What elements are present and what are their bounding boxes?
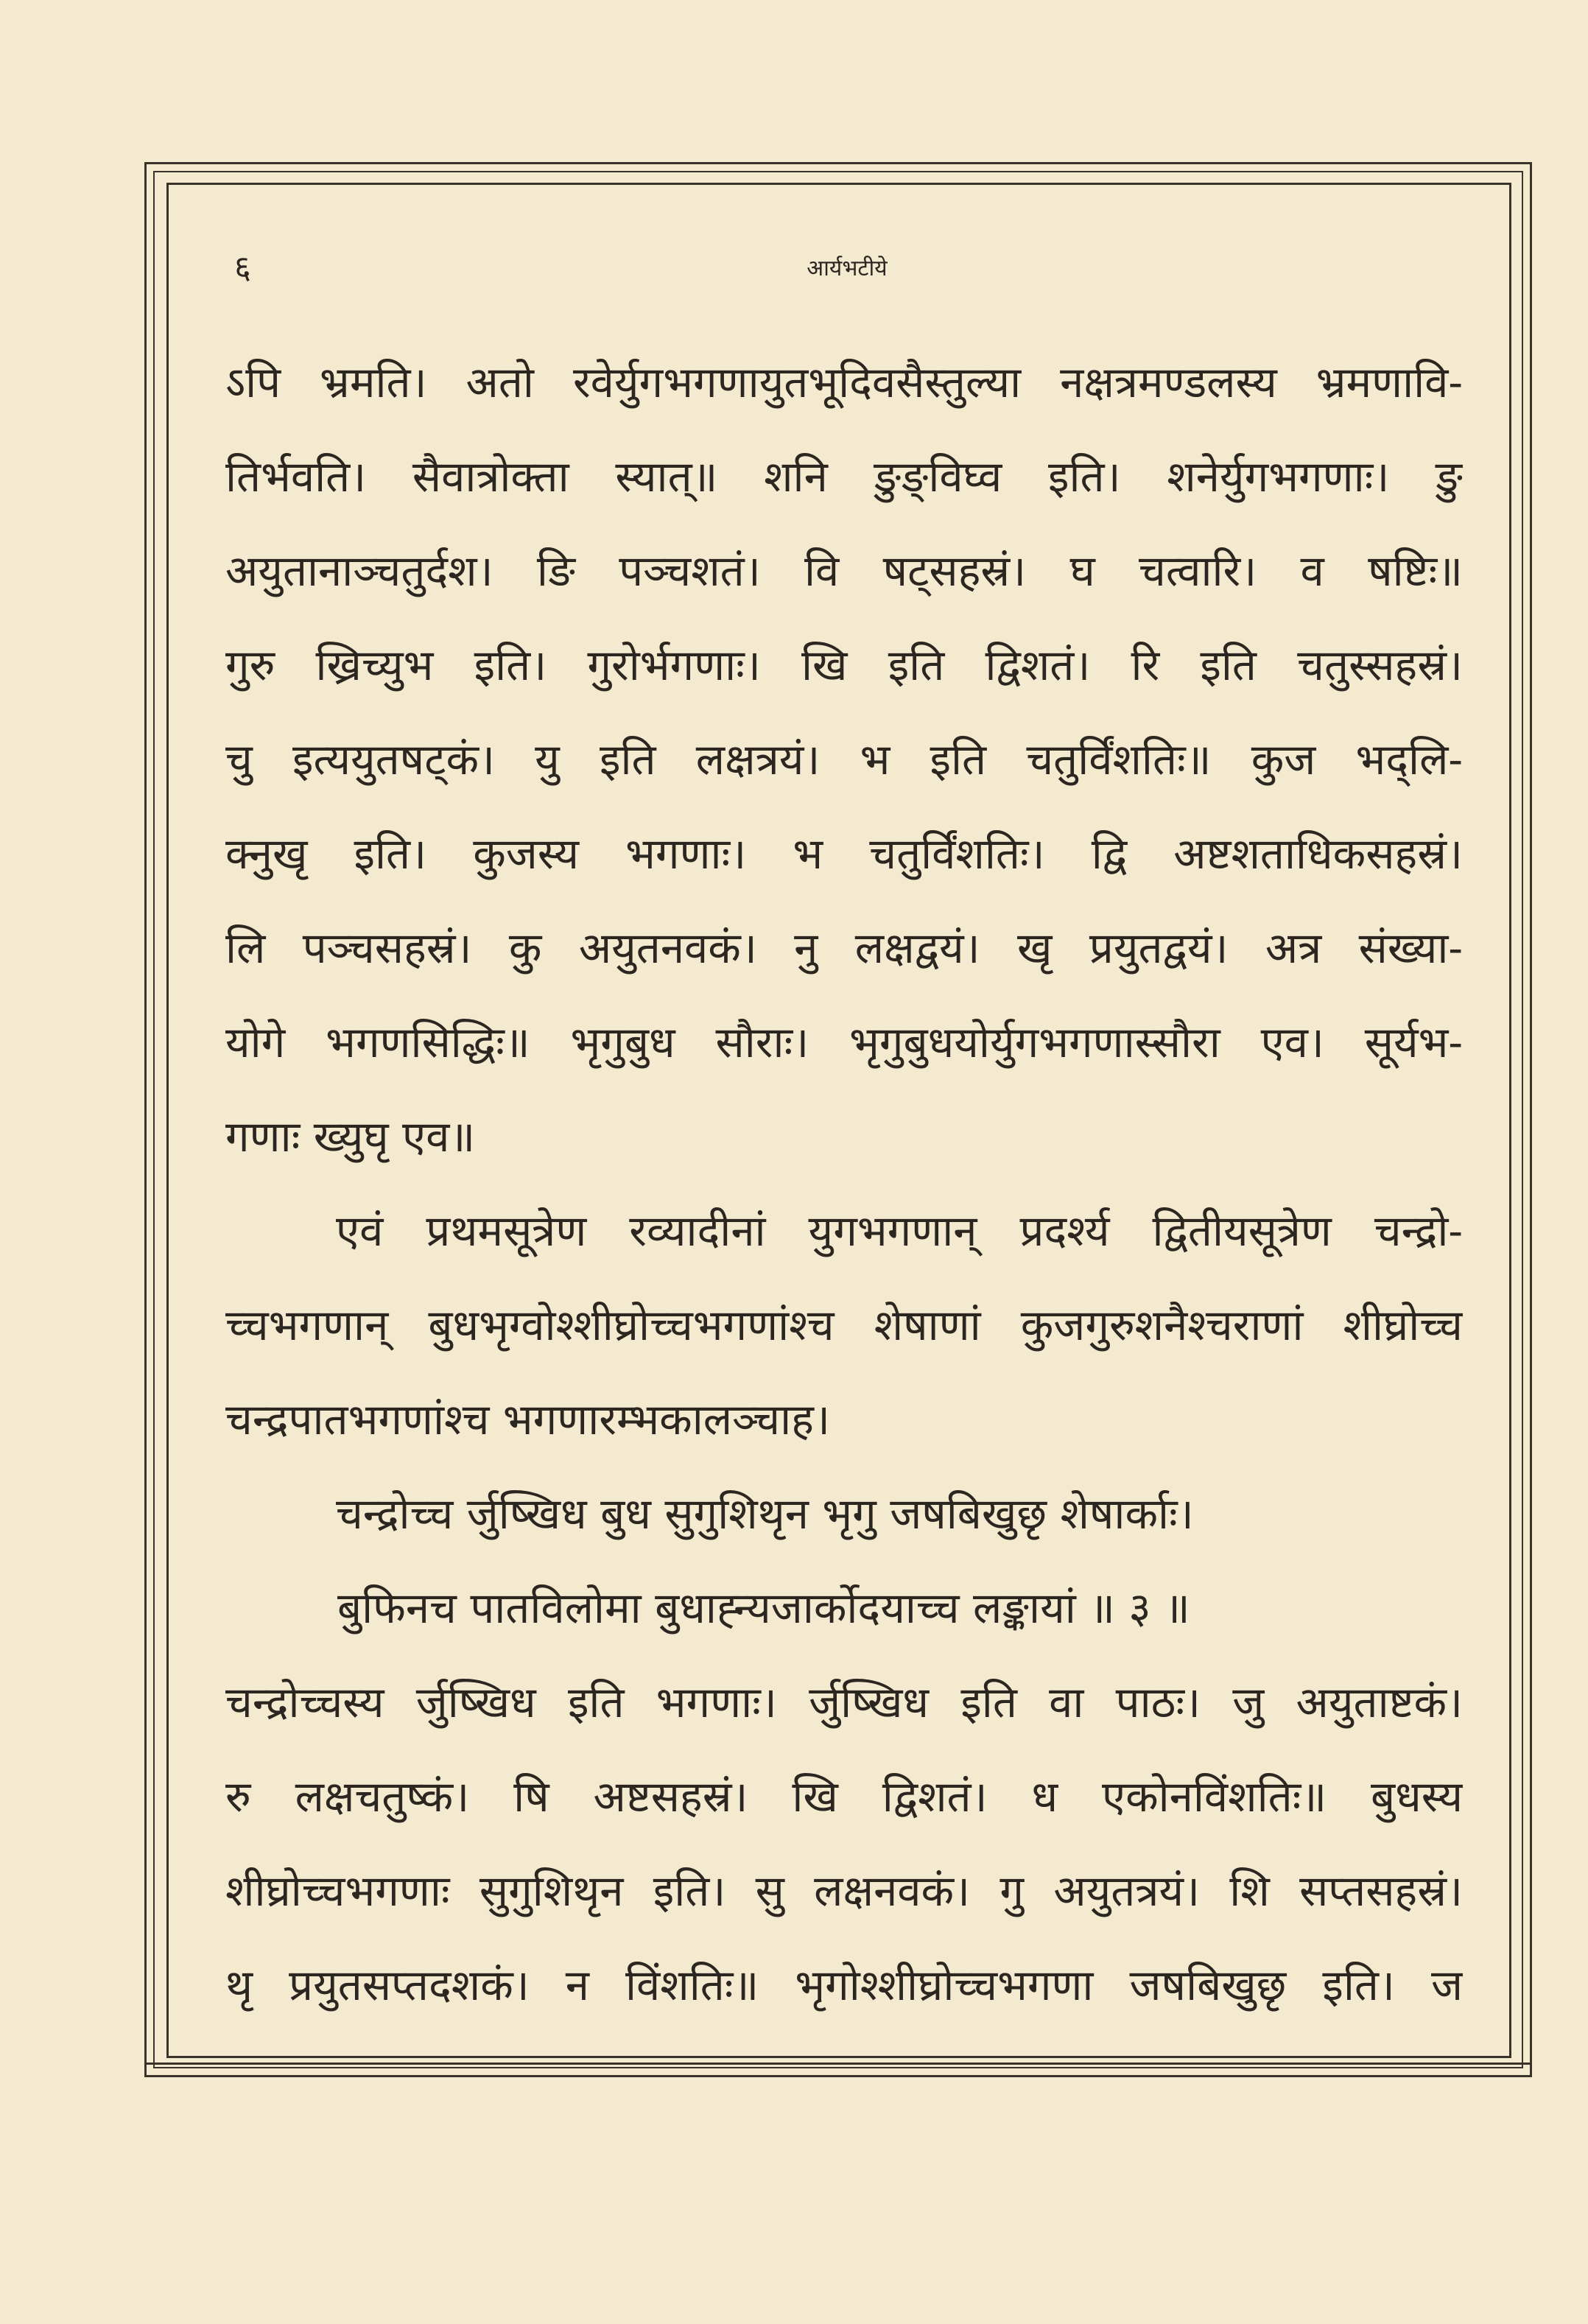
text-line-3: अयुतानाञ्चतुर्दश। ङि पञ्चशतं। वि षट्सहस्रं। घ चत्वारि। व षष्टिः॥ [225,546,1463,596]
verse-line-2: बुफिनच पातविलोमा बुधाह्न्यजार्कोदयाच्च लङ्कायां ॥ ३ ॥ [337,1583,1190,1633]
text-line-8: योगे भगणसिद्धिः॥ भृगुबुध सौराः। भृगुबुधयोर्युगभगणास्सौरा एव। सूर्यभ- [225,1017,1463,1067]
text-line-16: रु लक्षचतुष्कं। षि अष्टसहस्रं। खि द्विशतं। ध एकोनविंशतिः॥ बुधस्य [225,1772,1463,1822]
text-line-18: थृ प्रयुतसप्तदशकं। न विंशतिः॥ भृगोश्शीघ्रोच्चभगणा जषबिखुछृ इति। ज [225,1960,1463,2010]
verse-line-1: चन्द्रोच्च र्जुष्खिध बुध सुगुशिथृन भृगु जषबिखुछृ शेषार्काः। [336,1489,1194,1539]
text-line-17: शीघ्रोच्चभगणाः सुगुशिथृन इति। सु लक्षनवकं। गु अयुतत्रयं। शि सप्तसहस्रं। [225,1866,1463,1916]
page-border-bottom-rule [144,2063,1532,2065]
text-line-5: चु इत्ययुतषट्कं। यु इति लक्षत्रयं। भ इति चतुर्विंशतिः॥ कुज भद्लि- [225,734,1463,784]
text-line-7: लि पञ्चसहस्रं। कु अयुतनवकं। नु लक्षद्वयं। खृ प्रयुतद्वयं। अत्र संख्या- [225,923,1463,973]
text-line-1: ऽपि भ्रमति। अतो रवेर्युगभगणायुतभूदिवसैस्तुल्या नक्षत्रमण्डलस्य भ्रमणावि- [225,357,1463,407]
text-line-15: चन्द्रोच्चस्य र्जुष्खिध इति भगणाः। र्जुष्खिध इति वा पाठः। जु अयुताष्टकं। [225,1677,1463,1727]
text-line-10: एवं प्रथमसूत्रेण रव्यादीनां युगभगणान् प्रदर्श्य द्वितीयसूत्रेण चन्द्रो- [336,1206,1463,1256]
text-line-12: चन्द्रपातभगणांश्च भगणारम्भकालञ्चाह। [225,1394,830,1444]
text-line-11: च्चभगणान् बुधभृग्वोश्शीघ्रोच्चभगणांश्च शेषाणां कुजगुरुशनैश्चराणां शीघ्रोच्च [225,1300,1463,1350]
text-line-2: तिर्भवति। सैवात्रोक्ता स्यात्॥ शनि ङुङ्विघ्व इति। शनेर्युगभगणाः। ङु [225,452,1463,502]
text-line-9: गणाः ख्युघृ एव॥ [225,1112,476,1162]
page-number: ६ [234,249,251,287]
text-line-6: क्नुखृ इति। कुजस्य भगणाः। भ चतुर्विंशतिः। द्वि अष्टशताधिकसहस्रं। [225,829,1463,879]
running-title: आर्यभटीये [807,256,888,281]
page-body [225,335,1463,2032]
text-line-4: गुरु ख्रिच्युभ इति। गुरोर्भगणाः। खि इति द्विशतं। रि इति चतुस्सहस्रं। [225,640,1463,690]
